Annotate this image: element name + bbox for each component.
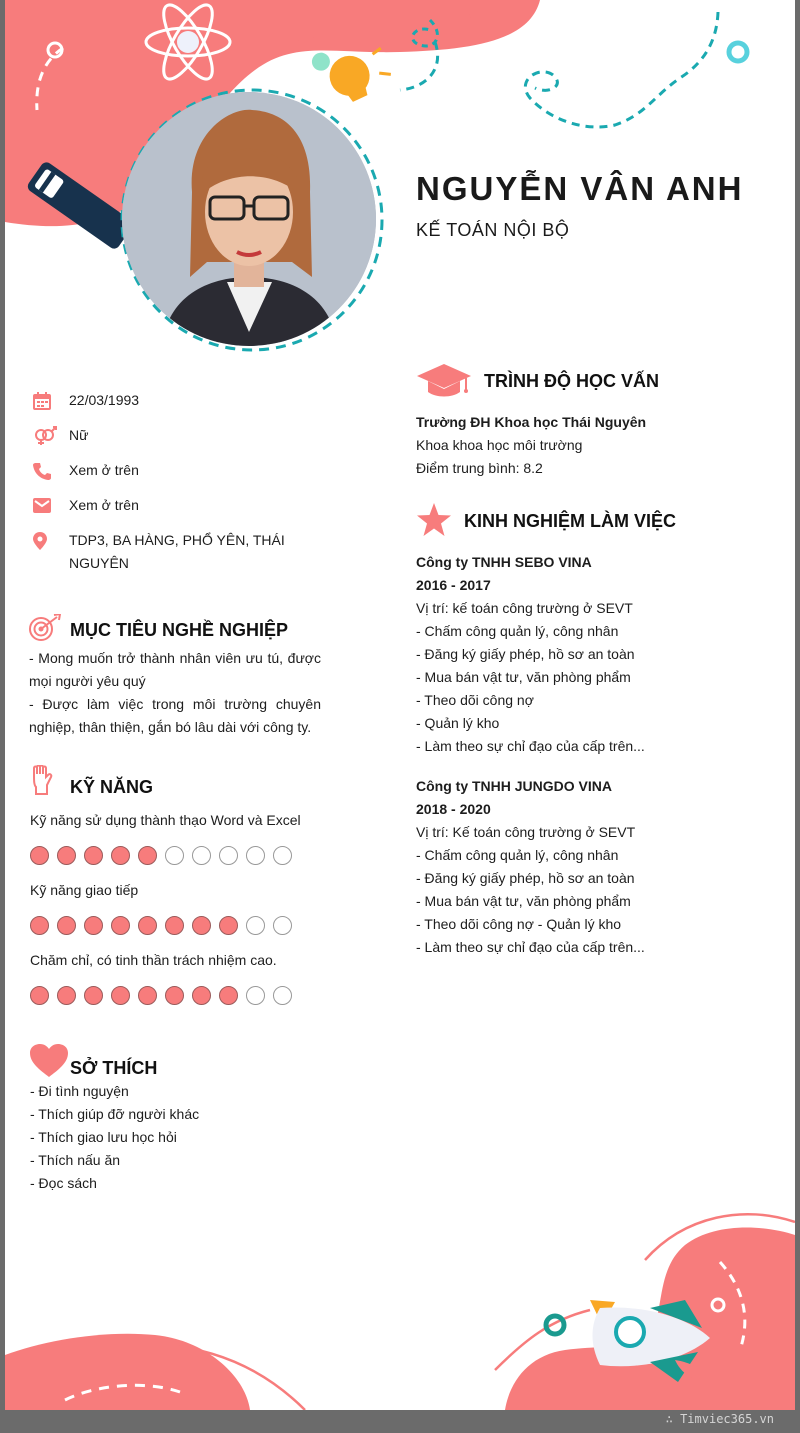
- education-details: [416, 411, 646, 480]
- skill-label: Kỹ năng sử dụng thành thạo Word và Excel: [30, 812, 301, 828]
- rating-dot-filled: [57, 846, 76, 865]
- rating-dot-filled: [219, 916, 238, 935]
- watermark: ∴ Timviec365.vn: [665, 1412, 774, 1426]
- job-line: - Theo dõi công nợ: [416, 692, 534, 708]
- contact-phone: [33, 459, 333, 482]
- candidate-name: NGUYỄN VÂN ANH: [416, 170, 744, 207]
- rating-dot-filled: [30, 986, 49, 1005]
- rating-dot-empty: [246, 846, 265, 865]
- heart-icon: [30, 1044, 68, 1083]
- job-period: 2018 - 2020: [416, 801, 491, 817]
- job-entry: [416, 551, 645, 758]
- goal-line: - Mong muốn trở thành nhân viên ưu tú, được mọi người yêu quý: [29, 650, 321, 689]
- skill-rating: [30, 986, 292, 1005]
- rating-dot-empty: [273, 916, 292, 935]
- job-line: - Chấm công quản lý, công nhân: [416, 623, 619, 639]
- rating-dot-empty: [246, 916, 265, 935]
- job-entry: [416, 775, 645, 959]
- job-line: - Chấm công quản lý, công nhân: [416, 847, 619, 863]
- email-icon: [33, 494, 69, 517]
- contact-birthdate: [33, 389, 333, 412]
- rating-dot-filled: [111, 986, 130, 1005]
- job-line: Vị trí: Kế toán công trường ở SEVT: [416, 824, 636, 840]
- company-name: Công ty TNHH JUNGDO VINA: [416, 778, 612, 794]
- location-pin-icon: [33, 529, 69, 552]
- target-icon: [29, 614, 63, 647]
- graduation-cap-icon: [416, 362, 472, 403]
- skill-label: Chăm chỉ, có tinh thần trách nhiệm cao.: [30, 952, 277, 968]
- experience-title: KINH NGHIỆM LÀM VIỆC: [464, 511, 677, 531]
- job-line: - Quản lý kho: [416, 715, 500, 731]
- job-line: - Mua bán vật tư, văn phòng phẩm: [416, 893, 631, 909]
- gender-icon: [33, 424, 69, 447]
- skill-rating: [30, 916, 292, 935]
- rating-dot-filled: [165, 916, 184, 935]
- school-name: Trường ĐH Khoa học Thái Nguyên: [416, 414, 647, 430]
- job-line: - Theo dõi công nợ - Quản lý kho: [416, 916, 622, 932]
- hobby-item: - Thích giúp đỡ người khác: [30, 1106, 200, 1122]
- rating-dot-filled: [219, 986, 238, 1005]
- address-text: TDP3, BA HÀNG, PHỔ YÊN, THÁI NGUYÊN: [69, 532, 285, 571]
- rating-dot-empty: [246, 986, 265, 1005]
- job-line: - Làm theo sự chỉ đạo của cấp trên...: [416, 738, 645, 754]
- skill-label: Kỹ năng giao tiếp: [30, 882, 139, 898]
- job-line: Vị trí: kế toán công trường ở SEVT: [416, 600, 633, 616]
- rating-dot-empty: [273, 846, 292, 865]
- birthdate-text: 22/03/1993: [69, 392, 140, 408]
- rating-dot-filled: [138, 916, 157, 935]
- contact-gender: [33, 424, 333, 447]
- avatar: [122, 92, 376, 346]
- rating-dot-filled: [30, 846, 49, 865]
- job-line: - Đăng ký giấy phép, hồ sơ an toàn: [416, 646, 635, 662]
- job-title: KẾ TOÁN NỘI BỘ: [416, 220, 570, 240]
- rating-dot-filled: [165, 986, 184, 1005]
- rating-dot-filled: [192, 986, 211, 1005]
- rating-dot-filled: [84, 846, 103, 865]
- phone-icon: [33, 459, 69, 482]
- skill-rating: [30, 846, 292, 865]
- goal-line: - Được làm việc trong môi trường chuyên nghiệp, thân thiện, gắn bó lâu dài với công ty.: [29, 696, 321, 735]
- rating-dot-filled: [84, 916, 103, 935]
- job-line: - Đăng ký giấy phép, hồ sơ an toàn: [416, 870, 635, 886]
- job-period: 2016 - 2017: [416, 577, 491, 593]
- bottom-left-pink-blob: [5, 1334, 250, 1410]
- calendar-icon: [33, 389, 69, 412]
- raised-fist-icon: [31, 765, 53, 800]
- cv-page: [5, 0, 795, 1410]
- job-line: - Làm theo sự chỉ đạo của cấp trên...: [416, 939, 645, 955]
- faculty: Khoa khoa học môi trường: [416, 437, 583, 453]
- skills-title: KỸ NĂNG: [70, 777, 154, 797]
- phone-text: Xem ở trên: [69, 462, 139, 478]
- goal-title: MỤC TIÊU NGHỀ NGHIỆP: [70, 620, 289, 640]
- goal-text: [29, 647, 321, 739]
- rating-dot-filled: [30, 916, 49, 935]
- star-icon: [416, 503, 452, 542]
- gpa: Điểm trung bình: 8.2: [416, 460, 543, 476]
- company-name: Công ty TNHH SEBO VINA: [416, 554, 592, 570]
- hobby-item: - Thích giao lưu học hỏi: [30, 1129, 177, 1145]
- gender-text: Nữ: [69, 427, 89, 443]
- contact-address: [33, 529, 333, 575]
- rating-dot-filled: [84, 986, 103, 1005]
- rating-dot-filled: [138, 846, 157, 865]
- contact-email: [33, 494, 333, 517]
- rating-dot-filled: [192, 916, 211, 935]
- rating-dot-filled: [57, 986, 76, 1005]
- job-line: - Mua bán vật tư, văn phòng phẩm: [416, 669, 631, 685]
- rating-dot-empty: [273, 986, 292, 1005]
- rating-dot-empty: [219, 846, 238, 865]
- hobbies-title: SỞ THÍCH: [70, 1058, 158, 1078]
- hobby-item: - Thích nấu ăn: [30, 1152, 121, 1168]
- rating-dot-filled: [111, 846, 130, 865]
- hobby-item: - Đi tình nguyện: [30, 1083, 129, 1099]
- rating-dot-filled: [57, 916, 76, 935]
- rating-dot-filled: [111, 916, 130, 935]
- rating-dot-empty: [165, 846, 184, 865]
- hobby-item: - Đọc sách: [30, 1175, 97, 1191]
- email-text: Xem ở trên: [69, 497, 139, 513]
- rating-dot-filled: [138, 986, 157, 1005]
- rating-dot-empty: [192, 846, 211, 865]
- hobbies-list: [30, 1080, 199, 1195]
- education-title: TRÌNH ĐỘ HỌC VẤN: [484, 371, 659, 391]
